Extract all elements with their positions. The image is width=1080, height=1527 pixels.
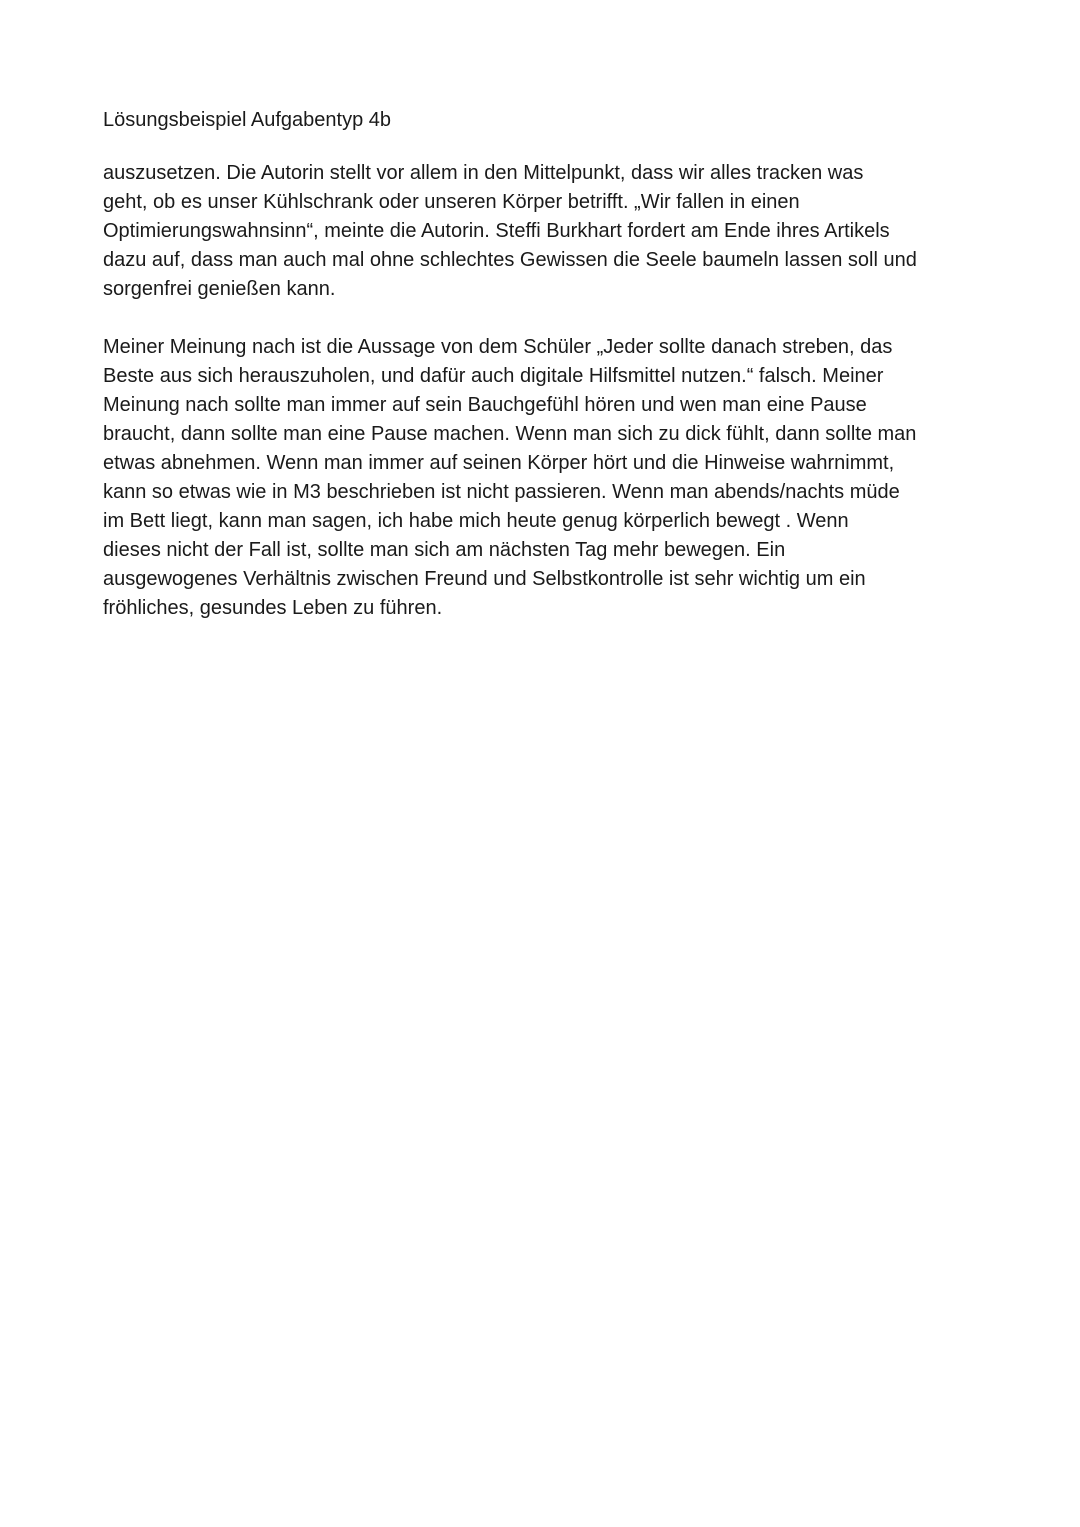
text-line: etwas abnehmen. Wenn man immer auf seinen Körper hört und die Hinweise wahrnimmt, [103, 452, 895, 474]
text-line: fröhliches, gesundes Leben zu führen. [103, 597, 443, 619]
text-line: geht, ob es unser Kühlschrank oder unseren Körper betrifft. „Wir fallen in einen [103, 191, 800, 213]
text-line: Beste aus sich herauszuholen, und dafür auch digitale Hilfsmittel nutzen.“ falsch. Meiner [103, 365, 884, 387]
paragraph-opinion [103, 333, 916, 623]
text-line: braucht, dann sollte man eine Pause machen. Wenn man sich zu dick fühlt, dann sollte man [103, 423, 917, 445]
text-line: sorgenfrei genießen kann. [103, 278, 336, 300]
text-line: Optimierungswahnsinn“, meinte die Autorin. Steffi Burkhart fordert am Ende ihres Artikels [103, 220, 890, 242]
text-line: dazu auf, dass man auch mal ohne schlechtes Gewissen die Seele baumeln lassen soll und [103, 249, 917, 271]
text-line: auszusetzen. Die Autorin stellt vor allem in den Mittelpunkt, dass wir alles tracken was [103, 162, 864, 184]
paragraph-summary [103, 159, 917, 304]
text-line: Meiner Meinung nach ist die Aussage von dem Schüler „Jeder sollte danach streben, das [103, 336, 893, 358]
text-line: kann so etwas wie in M3 beschrieben ist nicht passieren. Wenn man abends/nachts müde [103, 481, 900, 503]
text-line: ausgewogenes Verhältnis zwischen Freund und Selbstkontrolle ist sehr wichtig um ein [103, 568, 866, 590]
document-header: Lösungsbeispiel Aufgabentyp 4b [103, 109, 392, 131]
text-line: Meinung nach sollte man immer auf sein Bauchgefühl hören und wen man eine Pause [103, 394, 867, 416]
text-line: im Bett liegt, kann man sagen, ich habe mich heute genug körperlich bewegt . Wenn [103, 510, 849, 532]
text-line: dieses nicht der Fall ist, sollte man sich am nächsten Tag mehr bewegen. Ein [103, 539, 786, 561]
